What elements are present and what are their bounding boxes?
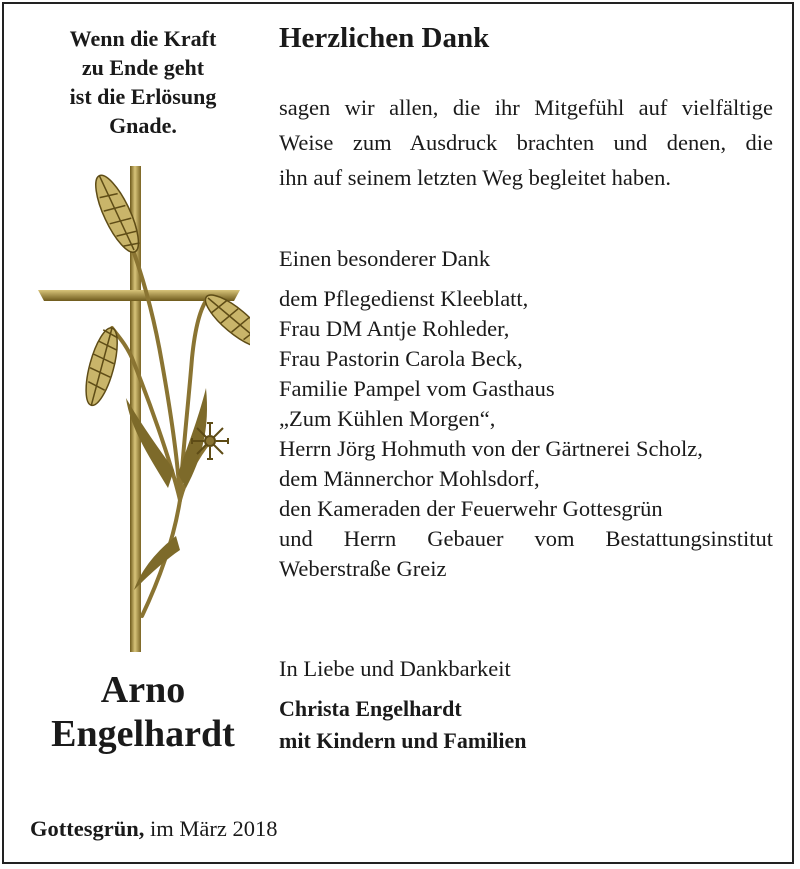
thanks-intro: [279, 90, 773, 195]
signer-line: mit Kindern und Familien: [279, 728, 527, 753]
deceased-name: [18, 668, 268, 756]
recipient-item: Herrn Jörg Hohmuth von der Gärtnerei Scholz,: [279, 436, 703, 461]
motto-line: ist die Erlösung: [69, 84, 217, 109]
recipient-item: „Zum Kühlen Morgen“,: [279, 406, 496, 431]
special-thanks-heading: Einen besonderer Dank: [279, 246, 491, 271]
recipient-item: Weberstraße Greiz: [279, 556, 447, 581]
date: im März 2018: [150, 816, 278, 841]
place-and-date: [30, 816, 277, 842]
motto-line: Gnade.: [109, 113, 177, 138]
closing-line: In Liebe und Dankbarkeit: [279, 656, 511, 681]
intro-line: ihn auf seinem letzten Weg begleitet haben.: [279, 165, 672, 190]
signers: [279, 693, 527, 757]
motto-line: zu Ende geht: [81, 55, 205, 80]
recipient-item: dem Männerchor Mohlsdorf,: [279, 466, 540, 491]
recipient-item: Frau DM Antje Rohleder,: [279, 316, 510, 341]
intro-line: sagen wir allen, die ihr Mitgefühl auf vielfältige: [279, 95, 773, 120]
motto: [28, 24, 258, 140]
signer-line: Christa Engelhardt: [279, 696, 462, 721]
recipient-item: dem Pflegedienst Kleeblatt,: [279, 286, 529, 311]
motto-line: Wenn die Kraft: [69, 26, 217, 51]
cross-with-wheat-icon: [30, 158, 250, 658]
cornflower-icon: [192, 423, 228, 459]
recipient-item: und Herrn Gebauer vom Bestattungsinstitut: [279, 526, 773, 551]
place: Gottesgrün,: [30, 816, 145, 841]
recipient-item: Familie Pampel vom Gasthaus: [279, 376, 555, 401]
recipient-item: den Kameraden der Feuerwehr Gottesgrün: [279, 496, 663, 521]
recipient-list: [279, 284, 773, 584]
deceased-last-name: Engelhardt: [51, 713, 235, 755]
thanks-heading: Herzlichen Dank: [279, 22, 490, 54]
recipient-item: Frau Pastorin Carola Beck,: [279, 346, 523, 371]
intro-line: Weise zum Ausdruck brachten und denen, die: [279, 130, 773, 155]
deceased-first-name: Arno: [100, 669, 186, 711]
